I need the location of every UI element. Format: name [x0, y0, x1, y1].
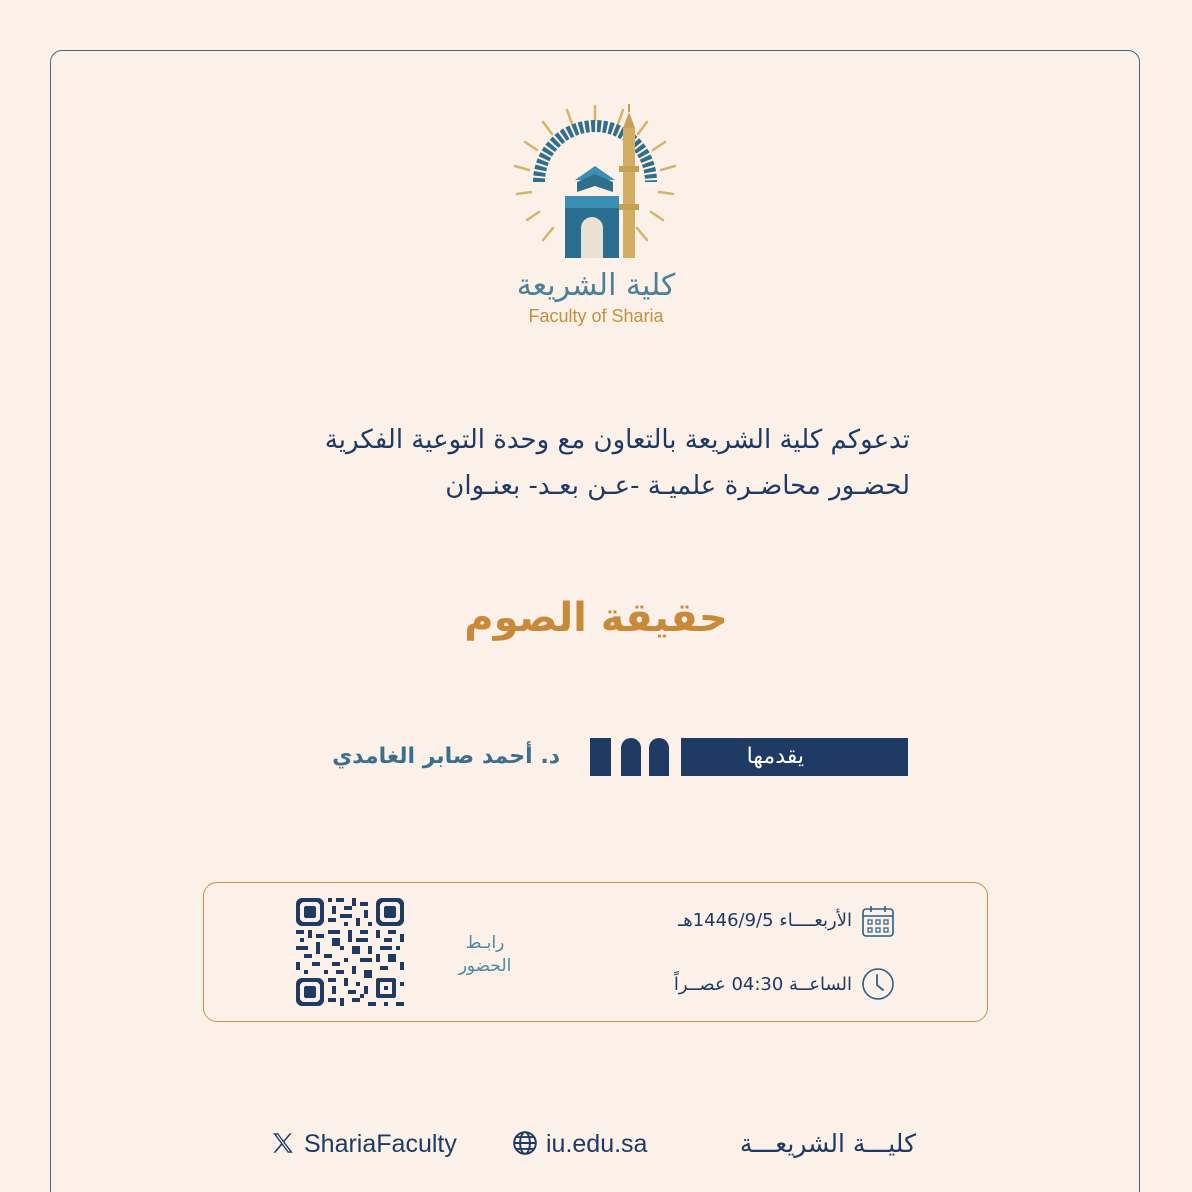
invitation-line-1: تدعوكم كلية الشريعة بالتعاون مع وحدة التوعية الفكرية: [324, 425, 910, 455]
decorative-bar: [590, 738, 611, 776]
calendar-icon: [860, 903, 896, 939]
presenter-label: يقدمها: [746, 744, 804, 769]
presenter-label-bar: [681, 738, 908, 776]
decorative-arch: [621, 738, 641, 776]
event-day-date: الأربعــــاء 1446/9/5هـ: [677, 910, 852, 931]
presenter-name: د. أحمد صابر الغامدي: [332, 744, 560, 769]
clock-icon: [860, 966, 896, 1002]
footer-website-text: iu.edu.sa: [546, 1130, 648, 1158]
globe-icon: [512, 1130, 538, 1156]
footer-website[interactable]: [512, 1124, 647, 1164]
attendance-link-label: رابـط: [465, 933, 505, 953]
logo-arabic-name: كلية الشريعة: [516, 268, 676, 303]
lecture-title: حقيقة الصوم: [464, 595, 728, 641]
footer-handle-text: ShariaFaculty: [304, 1130, 457, 1158]
attendance-link-label: الحضور: [458, 956, 512, 976]
invitation-line-2: لحضـور محاضـرة علميـة -عـن بعـد- بعنـوان: [445, 471, 910, 501]
logo-english-name: Faculty of Sharia: [528, 306, 664, 326]
faculty-emblem-logo: [505, 100, 685, 270]
x-logo-icon: [270, 1130, 296, 1156]
attendance-qr-code[interactable]: [296, 898, 404, 1006]
decorative-arch: [649, 738, 669, 776]
footer-faculty-name: كليـــة الشريعـــة: [739, 1129, 916, 1158]
event-time: الساعــة 04:30 عصــراً: [673, 974, 852, 995]
footer-social-handle[interactable]: [270, 1124, 457, 1164]
